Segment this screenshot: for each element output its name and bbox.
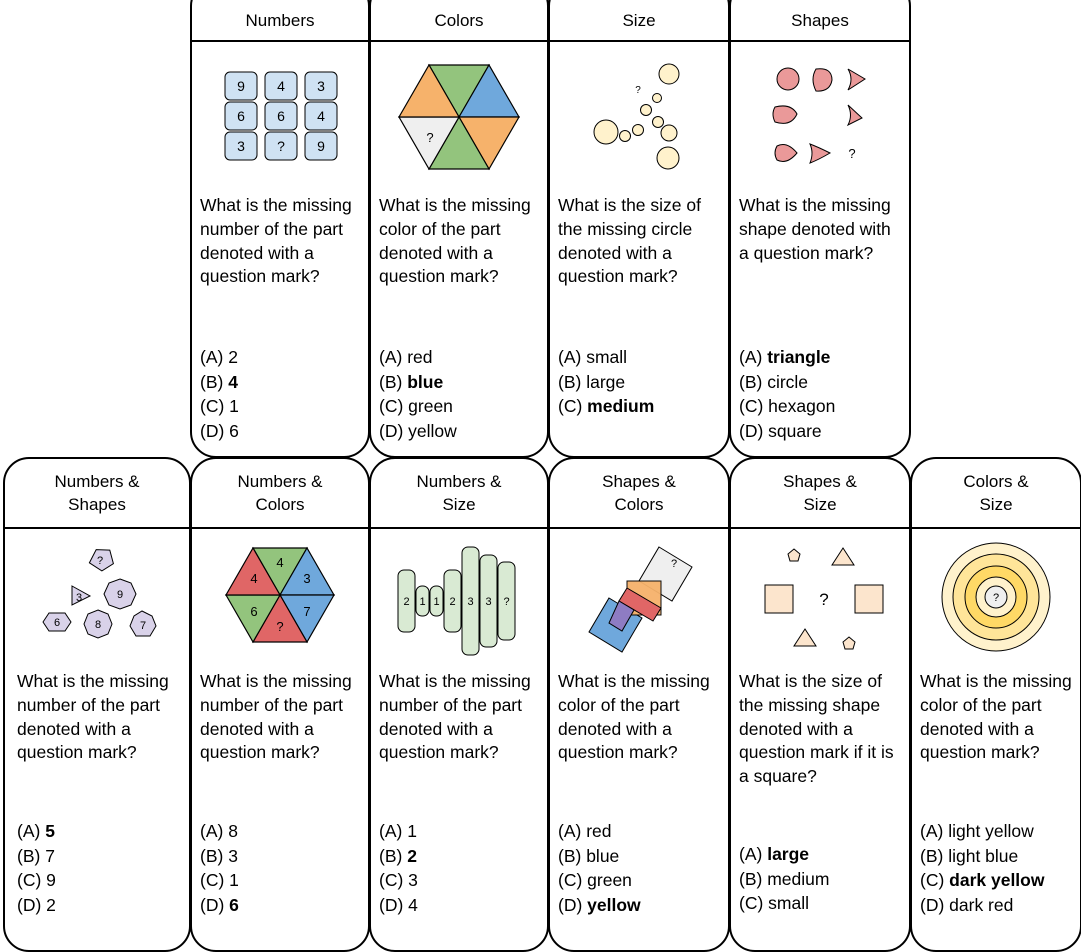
grid-cell-label: 9 <box>237 78 245 94</box>
option-d[interactable]: (D) yellow <box>558 894 641 915</box>
option-c[interactable]: (C) 1 <box>200 396 239 416</box>
puzzle-figure <box>550 543 728 661</box>
option-a[interactable]: (A) 8 <box>200 821 238 841</box>
option-b[interactable]: (B) 2 <box>379 845 417 866</box>
puzzle-card-shapes-size <box>729 457 911 952</box>
question-text: What is the missing number of the part denoted with a question mark? <box>379 671 531 763</box>
option-b[interactable]: (B) 7 <box>17 845 55 866</box>
option-c[interactable]: (C) 9 <box>17 870 56 890</box>
card-title: Colors & Size <box>912 459 1080 529</box>
svg-text:?: ? <box>276 619 284 634</box>
size-bar-label: 2 <box>403 596 410 608</box>
question-text: What is the size of the missing circle denoted with a question mark? <box>558 195 701 287</box>
answer-options <box>558 819 722 917</box>
question-text: What is the missing color of the part denoted with a question mark? <box>920 671 1072 763</box>
question-mark-label: ? <box>992 592 1000 604</box>
option-d[interactable]: (D) yellow <box>379 420 457 441</box>
option-b[interactable]: (B) circle <box>739 371 809 392</box>
puzzle-figure <box>912 541 1080 653</box>
grid-cell-label: 6 <box>237 108 245 124</box>
card-title: Numbers & Size <box>371 459 547 529</box>
option-c[interactable]: (C) small <box>739 893 809 913</box>
card-title: Shapes & Colors <box>550 459 728 529</box>
option-d[interactable]: (D) 2 <box>17 894 56 915</box>
svg-text:9: 9 <box>116 589 124 601</box>
svg-text:?: ? <box>96 555 104 567</box>
option-c[interactable]: (C) green <box>558 870 632 890</box>
grid-cell-label: ? <box>277 138 285 154</box>
puzzle-card-colors <box>369 0 549 458</box>
puzzle-figure <box>371 542 547 660</box>
puzzle-figure <box>5 545 189 645</box>
card-title: Shapes & Size <box>731 459 909 529</box>
card-title: Colors <box>371 0 547 42</box>
puzzle-card-numbers-size <box>369 457 549 952</box>
puzzle-card-colors-size <box>910 457 1081 952</box>
option-a[interactable]: (A) red <box>558 821 612 841</box>
grid-cell-label: 6 <box>277 108 285 124</box>
card-title: Shapes <box>731 0 909 42</box>
option-a[interactable]: (A) light yellow <box>920 821 1034 841</box>
svg-text:3: 3 <box>303 571 311 586</box>
option-b[interactable]: (B) 4 <box>200 371 238 392</box>
answer-options <box>558 345 722 419</box>
svg-text:6: 6 <box>250 604 258 619</box>
svg-text:6: 6 <box>53 617 61 629</box>
option-d[interactable]: (D) 4 <box>379 894 418 915</box>
answer-options <box>739 345 903 443</box>
question-text: What is the missing color of the part denoted with a question mark? <box>379 195 531 287</box>
svg-text:7: 7 <box>139 620 147 632</box>
puzzle-card-numbers-shapes <box>3 457 191 952</box>
size-bar-label: ? <box>503 596 510 608</box>
option-c[interactable]: (C) dark yellow <box>920 870 1045 890</box>
size-bar-label: 3 <box>467 596 474 608</box>
option-b[interactable]: (B) blue <box>379 371 444 392</box>
answer-options <box>379 345 541 443</box>
size-bar-label: 2 <box>449 596 456 608</box>
option-c[interactable]: (C) hexagon <box>739 396 836 416</box>
svg-text:4: 4 <box>250 571 258 586</box>
option-b[interactable]: (B) 3 <box>200 845 238 866</box>
option-b[interactable]: (B) blue <box>558 845 620 866</box>
option-d[interactable]: (D) square <box>739 420 822 441</box>
option-a[interactable]: (A) triangle <box>739 347 831 367</box>
answer-options <box>200 819 362 917</box>
grid-cell-label: 4 <box>317 108 325 124</box>
option-d[interactable]: (D) 6 <box>200 420 239 441</box>
puzzle-figure <box>550 62 728 172</box>
puzzle-card-numbers <box>190 0 370 458</box>
puzzle-card-numbers-colors <box>190 457 370 952</box>
answer-options <box>739 842 903 916</box>
grid-cell-label: 3 <box>237 138 245 154</box>
puzzle-card-shapes-colors <box>548 457 730 952</box>
question-mark-label: ? <box>670 558 678 570</box>
grid-cell-label: 9 <box>317 138 325 154</box>
question-text: What is the missing number of the part denoted with a question mark? <box>200 671 352 763</box>
question-text: What is the missing number of the part denoted with a question mark? <box>17 671 169 763</box>
answer-options <box>920 819 1074 917</box>
card-title: Numbers <box>192 0 368 42</box>
option-b[interactable]: (B) light blue <box>920 845 1019 866</box>
puzzle-figure <box>192 545 368 645</box>
svg-text:8: 8 <box>94 619 102 631</box>
question-text: What is the missing color of the part denoted with a question mark? <box>558 671 710 763</box>
option-a[interactable]: (A) red <box>379 347 433 367</box>
size-bar-label: 3 <box>485 596 492 608</box>
question-text: What is the missing number of the part denoted with a question mark? <box>200 195 352 287</box>
answer-options <box>200 345 362 443</box>
grid-cell-label: 3 <box>317 78 325 94</box>
question-text: What is the missing shape denoted with a question mark? <box>739 195 891 263</box>
puzzle-figure <box>192 70 368 162</box>
option-d[interactable]: (D) 6 <box>200 894 239 915</box>
question-text: What is the size of the missing shape denoted with a question mark if it is a square? <box>739 671 894 787</box>
card-title: Numbers & Shapes <box>5 459 189 529</box>
puzzle-figure <box>731 545 909 657</box>
puzzle-figure <box>371 62 547 172</box>
puzzle-card-size <box>548 0 730 458</box>
option-a[interactable]: (A) 5 <box>17 821 55 841</box>
puzzle-card-shapes <box>729 0 911 458</box>
option-c[interactable]: (C) medium <box>558 396 655 416</box>
option-c[interactable]: (C) green <box>379 396 453 416</box>
grid-cell-label: 4 <box>277 78 285 94</box>
option-c[interactable]: (C) 3 <box>379 870 418 890</box>
question-mark-label: ? <box>635 85 641 96</box>
option-d[interactable]: (D) dark red <box>920 894 1014 915</box>
puzzle-figure <box>731 65 909 169</box>
option-a[interactable]: (A) small <box>558 347 628 367</box>
question-mark-label: ? <box>426 130 434 145</box>
answer-options <box>17 819 183 917</box>
size-bar-label: 1 <box>433 596 440 608</box>
card-title: Numbers & Colors <box>192 459 368 529</box>
option-a[interactable]: (A) large <box>739 844 810 864</box>
option-b[interactable]: (B) large <box>558 371 626 392</box>
answer-options <box>379 819 541 917</box>
svg-text:7: 7 <box>303 604 311 619</box>
card-title: Size <box>550 0 728 42</box>
question-mark-label: ? <box>819 590 829 609</box>
size-bar-label: 1 <box>419 596 426 608</box>
option-a[interactable]: (A) 1 <box>379 821 417 841</box>
option-a[interactable]: (A) 2 <box>200 347 238 367</box>
svg-text:4: 4 <box>276 555 284 570</box>
question-mark-label: ? <box>848 146 856 161</box>
option-c[interactable]: (C) 1 <box>200 870 239 890</box>
svg-text:3: 3 <box>75 592 83 604</box>
option-b[interactable]: (B) medium <box>739 868 830 889</box>
